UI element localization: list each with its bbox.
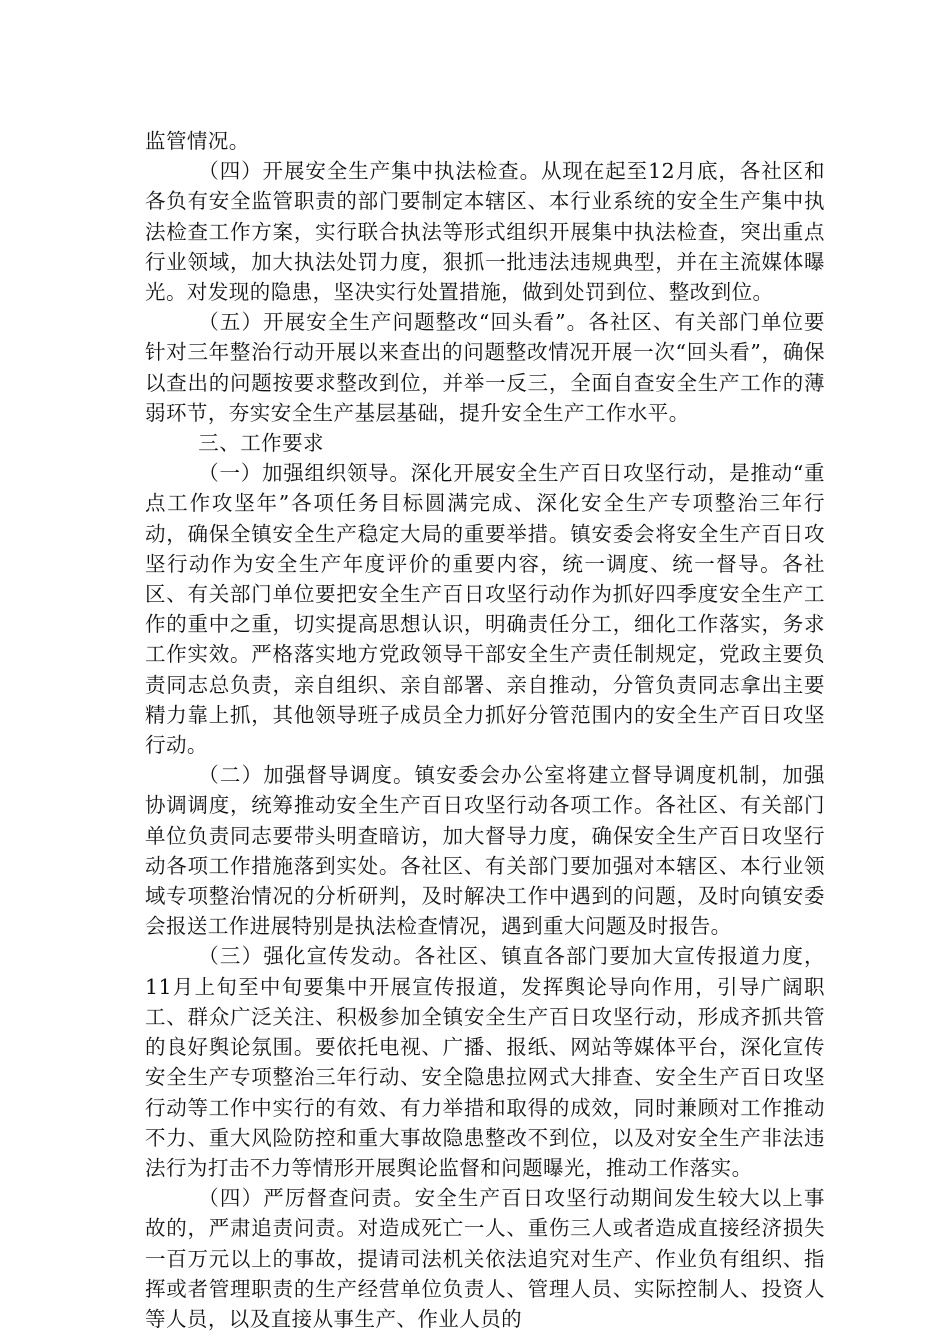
document-page: [145, 126, 825, 1334]
paragraph-enforcement-inspection: （四）开展安全生产集中执法检查。从现在起至12月底，各社区和各负有安全监管职责的部门要制定本辖区、本行业系统的安全生产集中执法检查工作方案，实行联合执法等形式组织开展集中执法检查，突出重点行业领域，加大执法处罚力度，狠抓一批违法违规典型，并在主流媒体曝光。对发现的隐患，坚决实行处置措施，做到处罚到位、整改到位。: [145, 159, 825, 305]
paragraph-accountability: （四）严厉督查问责。安全生产百日攻坚行动期间发生较大以上事故的，严肃追责问责。对造成死亡一人、重伤三人或者造成直接经济损失一百万元以上的事故，提请司法机关依法追究对生产、作业负有组织、指挥或者管理职责的生产经营单位负责人、管理人员、实际控制人、投资人等人员，以及直接从事生产、作业人员的: [145, 1186, 825, 1331]
paragraph-organizational-leadership: （一）加强组织领导。深化开展安全生产百日攻坚行动，是推动“重点工作攻坚年”各项任务目标圆满完成、深化安全生产专项整治三年行动，确保全镇安全生产稳定大局的重要举措。镇安委会将安全生产百日攻坚行动作为安全生产年度评价的重要内容，统一调度、统一督导。各社区、有关部门单位要把安全生产百日攻坚行动作为抓好四季度安全生产工作的重中之重，切实提高思想认识，明确责任分工，细化工作落实，务求工作实效。严格落实地方党政领导干部安全生产责任制规定，党政主要负责同志总负责，亲自组织、亲自部署、亲自推动，分管负责同志拿出主要精力靠上抓，其他领导班子成员全力抓好分管范围内的安全生产百日攻坚行动。: [145, 461, 825, 758]
paragraph-rectification-review: （五）开展安全生产问题整改“回头看”。各社区、有关部门单位要针对三年整治行动开展以来查出的问题整改情况开展一次“回头看”，确保以查出的问题按要求整改到位，并举一反三，全面自查安全生产工作的薄弱环节，夯实安全生产基层基础，提升安全生产工作水平。: [145, 310, 825, 425]
paragraph-publicity-mobilization: （三）强化宣传发动。各社区、镇直各部门要加大宣传报道力度，11月上旬至中旬要集中开展宣传报道，发挥舆论导向作用，引导广阔职工、群众广泛关注、积极参加全镇安全生产百日攻坚行动，形成齐抓共管的良好舆论氛围。要依托电视、广播、报纸、网站等媒体平台，深化宣传安全生产专项整治三年行动、安全隐患拉网式大排查、安全生产百日攻坚行动等工作中实行的有效、有力举措和取得的成效，同时兼顾对工作推动不力、重大风险防控和重大事故隐患整改不到位，以及对安全生产非法违法行为打击不力等情形开展舆论监督和问题曝光，推动工作落实。: [145, 944, 825, 1180]
paragraph-continuation: 监管情况。: [145, 129, 250, 153]
paragraph-supervision-scheduling: （二）加强督导调度。镇安委会办公室将建立督导调度机制，加强协调调度，统筹推动安全生产百日攻坚行动各项工作。各社区、有关部门单位负责同志要带头明查暗访，加大督导力度，确保安全生产百日攻坚行动各项工作措施落到实处。各社区、有关部门要加强对本辖区、本行业领域专项整治情况的分析研判，及时解决工作中遇到的问题，及时向镇安委会报送工作进展特别是执法检查情况，遇到重大问题及时报告。: [145, 763, 825, 939]
section-heading-work-requirements: 三、工作要求: [198, 431, 324, 456]
